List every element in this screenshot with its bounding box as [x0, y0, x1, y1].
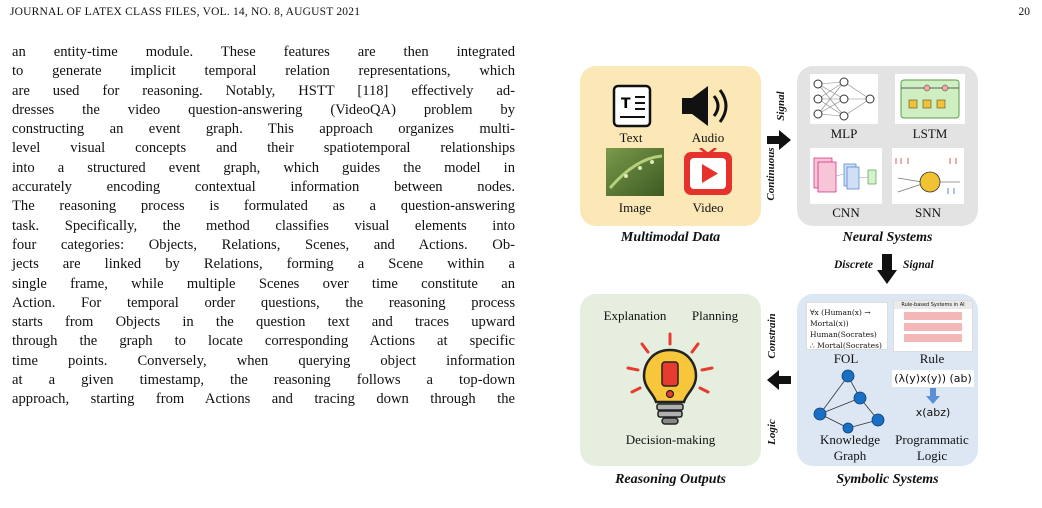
continuous-label: Continuous: [765, 147, 777, 201]
body-line: dresses the video question-answering (VideoQA) problem by: [12, 101, 515, 118]
svg-text:T: T: [621, 96, 631, 112]
symbolic-caption: Symbolic Systems: [836, 472, 939, 487]
lambda-expression: [892, 370, 974, 387]
speaker-audio-icon: [678, 84, 734, 128]
left-arrow-icon: [765, 368, 793, 392]
mlp-diagram-icon: [810, 74, 878, 124]
rule-thumbnail: [893, 300, 973, 352]
body-line: single frame, while multiple Scenes over time constitute an: [12, 275, 515, 292]
body-line: starts from Objects in the question text and traces upward: [12, 314, 515, 331]
body-line: level visual concepts and their spatiotemporal relationships: [12, 140, 515, 157]
fol-line: ∀x (Human(x) → Mortal(x)): [810, 308, 871, 328]
rule-title: Rule-based Systems in AI: [894, 301, 972, 309]
body-line: to generate implicit temporal relation representations, which: [12, 63, 515, 80]
signal-label-2: Signal: [903, 259, 934, 271]
constrain-label: Constrain: [766, 313, 778, 359]
image-label: Image: [618, 200, 652, 215]
snn-diagram-icon: [892, 148, 964, 204]
image-leaf-icon: [606, 148, 664, 196]
explanation-label: Explanation: [603, 308, 667, 323]
down-arrow-icon: [876, 252, 898, 286]
audio-label: Audio: [691, 130, 725, 145]
knowledge-graph-label: Knowledge Graph: [820, 432, 880, 463]
fol-line: ∴ Mortal(Socrates): [810, 341, 882, 350]
discrete-label: Discrete: [834, 259, 873, 271]
text-document-icon: [612, 84, 652, 128]
body-line: constructing an event graph. This approach organizes multi-: [12, 121, 515, 138]
body-line: at a given timestamp, the reasoning follows a top-down: [12, 372, 515, 389]
body-line: task. Specifically, the method classifies visual elements into: [12, 217, 515, 234]
body-line: approach, starting from Actions and tracing down through the: [12, 391, 515, 408]
body-line: time points. Conversely, when querying object information: [12, 352, 515, 369]
body-line: Action. For temporal order questions, the reasoning process: [12, 294, 515, 311]
body-line: jects are linked by Relations, forming a Scene within a: [12, 256, 515, 273]
neural-caption: Neural Systems: [842, 230, 933, 245]
cnn-diagram-icon: [810, 148, 882, 204]
page-number: 20: [1018, 6, 1030, 18]
cnn-label: CNN: [832, 205, 860, 220]
snn-label: SNN: [914, 205, 941, 220]
body-paragraph: [12, 43, 515, 410]
reasoning-caption: Reasoning Outputs: [615, 472, 726, 487]
body-line: The reasoning process is formulated as a question-answering: [12, 198, 515, 215]
knowledge-graph-icon: [806, 368, 890, 434]
body-line: an entity-time module. These features are then integrated: [12, 44, 515, 60]
programmatic-logic-label: Programmatic Logic: [895, 432, 969, 463]
body-line: through the graph to locate corresponding Actions at specific: [12, 333, 515, 350]
rule-label: Rule: [919, 351, 945, 366]
decision-making-label: Decision-making: [625, 432, 716, 447]
logic-label: Logic: [766, 419, 778, 445]
fol-thumbnail: [806, 302, 888, 350]
video-label: Video: [692, 200, 724, 215]
text-label: Text: [619, 130, 643, 145]
multimodal-caption: Multimodal Data: [620, 230, 721, 245]
lstm-label: LSTM: [912, 126, 948, 141]
lambda-input: (λ(y)x(y)) (ab): [892, 370, 974, 387]
signal-label-1: Signal: [775, 91, 787, 121]
body-line: four categories: Objects, Relations, Scenes, and Actions. Ob-: [12, 236, 515, 253]
lightbulb-icon: [622, 330, 718, 430]
body-line: accurately encoding contextual information between nodes.: [12, 179, 515, 196]
fol-label: FOL: [833, 351, 859, 366]
body-line: into a structured event graph, which guides the model in: [12, 159, 515, 176]
lstm-diagram-icon: [895, 74, 965, 124]
running-header: JOURNAL OF LATEX CLASS FILES, VOL. 14, NO. 8, AUGUST 2021: [10, 6, 361, 18]
body-line: are used for reasoning. Notably, HSTT [118] effectively ad-: [12, 82, 515, 99]
planning-label: Planning: [691, 308, 739, 323]
fol-line: Human(Socrates): [810, 330, 877, 339]
lambda-result: x(abz): [915, 406, 951, 419]
down-small-arrow-icon: [926, 388, 940, 404]
video-play-icon: [683, 148, 733, 196]
mlp-label: MLP: [830, 126, 858, 141]
